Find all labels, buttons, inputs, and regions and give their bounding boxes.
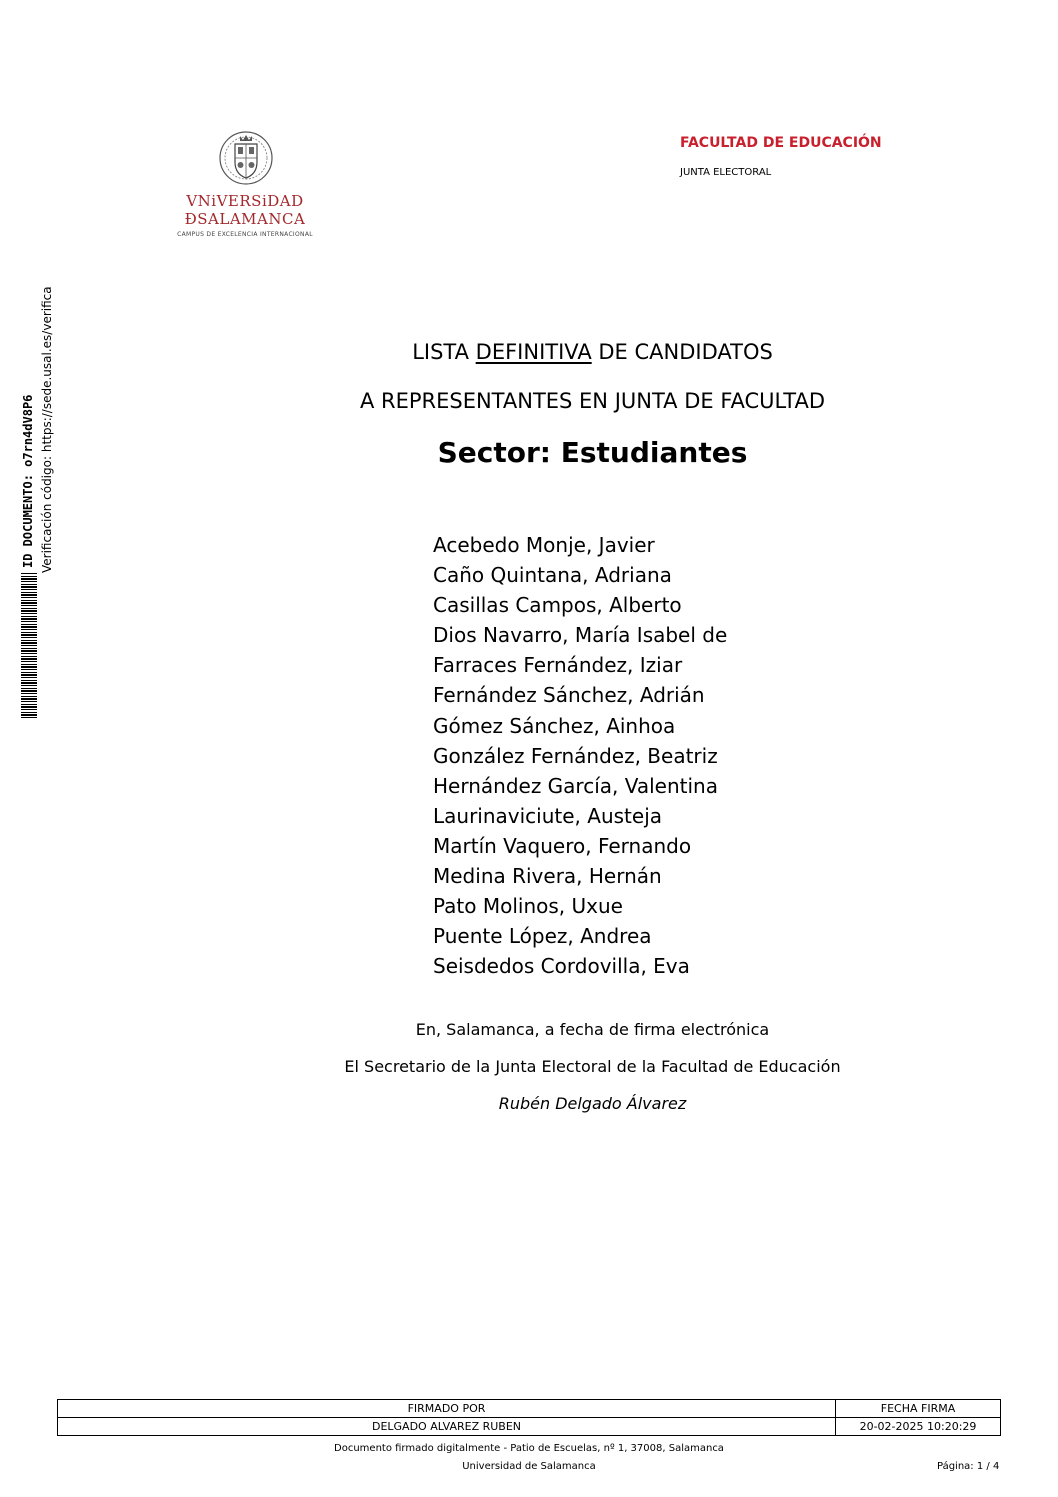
verification-url: Verificación código: https://sede.usal.es/verifica (40, 286, 54, 573)
date-value: 20-02-2025 10:20:29 (836, 1418, 1001, 1436)
candidate-name: Laurinaviciute, Austeja (433, 803, 663, 828)
title-part2: DE CANDIDATOS (591, 340, 773, 364)
document-title-line1 (0, 340, 1058, 364)
barcode-icon (21, 573, 37, 718)
place-date-line: En, Salamanca, a fecha de firma electrónica (415, 1020, 770, 1039)
page-number: Página: 1 / 4 (937, 1461, 1000, 1472)
candidate-name: González Fernández, Beatriz (433, 743, 718, 768)
sector-heading: Sector: Estudiantes (437, 436, 748, 469)
candidate-name: Hernández García, Valentina (433, 773, 718, 798)
signature-table (57, 1399, 1001, 1436)
footer-university: Universidad de Salamanca (462, 1461, 596, 1472)
coat-of-arms-icon (218, 128, 274, 188)
logo-tagline: CAMPUS DE EXCELENCIA INTERNACIONAL (177, 231, 313, 238)
candidate-name: Fernández Sánchez, Adrián (433, 683, 705, 708)
candidate-name: Acebedo Monje, Javier (433, 533, 655, 557)
document-title-line2: A REPRESENTANTES EN JUNTA DE FACULTAD (359, 389, 826, 413)
signer-name: Rubén Delgado Álvarez (498, 1094, 687, 1113)
candidate-name: Puente López, Andrea (433, 924, 652, 949)
table-row (58, 1400, 1001, 1418)
candidate-name: Farraces Fernández, Iziar (433, 653, 683, 678)
logo-wordmark-line1: VNiVERSiDAD (186, 192, 304, 210)
candidate-name: Gómez Sánchez, Ainhoa (433, 713, 676, 738)
candidate-list (433, 530, 727, 981)
candidate-name: Caño Quintana, Adriana (433, 563, 672, 588)
footer-address: Documento firmado digitalmente - Patio de Escuelas, nº 1, 37008, Salamanca (334, 1443, 724, 1454)
candidate-name: Medina Rivera, Hernán (433, 864, 662, 889)
signed-by-header: FIRMADO POR (58, 1400, 836, 1418)
table-row (58, 1418, 1001, 1436)
title-emphasis: DEFINITIVA (475, 340, 592, 364)
university-logo (170, 128, 320, 243)
signed-by-value: DELGADO ALVAREZ RUBEN (58, 1418, 836, 1436)
candidate-name: Pato Molinos, Uxue (433, 894, 623, 919)
candidate-name: Martín Vaquero, Fernando (433, 833, 692, 858)
candidate-name: Seisdedos Cordovilla, Eva (433, 954, 690, 979)
document-id: ID DOCUMENTO: o7rn4dV8P6 (21, 394, 35, 568)
electoral-board-label: JUNTA ELECTORAL (680, 167, 772, 178)
candidate-name: Dios Navarro, María Isabel de (433, 623, 728, 648)
logo-wordmark-line2: ÐSALAMANCA (184, 210, 306, 228)
faculty-name: FACULTAD DE EDUCACIÓN (680, 135, 882, 151)
date-header: FECHA FIRMA (836, 1400, 1001, 1418)
candidate-name: Casillas Campos, Alberto (433, 593, 682, 618)
title-part1: LISTA (412, 340, 476, 364)
secretary-line: El Secretario de la Junta Electoral de la Facultad de Educación (344, 1057, 841, 1076)
